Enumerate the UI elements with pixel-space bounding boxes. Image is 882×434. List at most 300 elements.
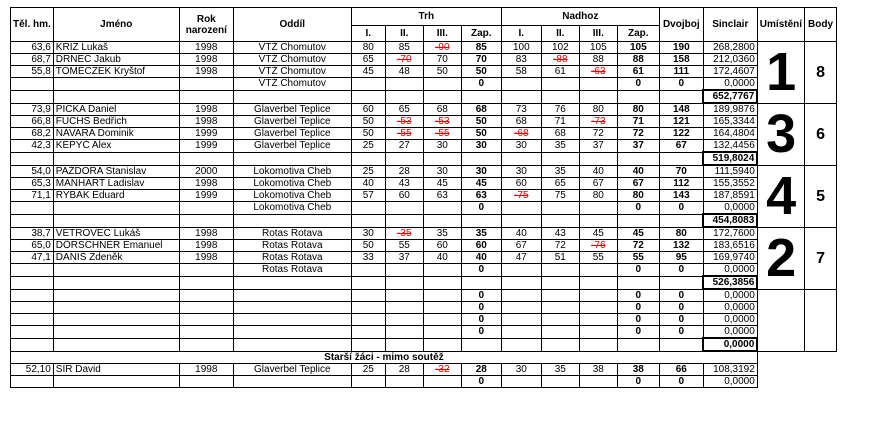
clean-attempt-3: 67 xyxy=(579,178,617,190)
empty-cell xyxy=(757,364,836,376)
clean-attempt-3: -63 xyxy=(579,66,617,78)
total-result: 70 xyxy=(659,165,703,178)
empty-cell xyxy=(53,214,179,227)
team-total-sinclair: 519,8024 xyxy=(703,152,757,165)
snatch-attempt-1: 25 xyxy=(351,140,385,153)
birth-year-cell xyxy=(179,376,233,388)
body-weight-cell: 47,1 xyxy=(11,252,54,264)
empty-cell xyxy=(351,214,385,227)
snatch-attempt-2 xyxy=(385,264,423,277)
header-clean-zap: Zap. xyxy=(617,26,659,42)
clean-attempt-2 xyxy=(541,202,579,215)
snatch-attempt-3: -53 xyxy=(423,116,461,128)
sinclair-cell: 0,0000 xyxy=(703,264,757,277)
table-row xyxy=(11,54,837,66)
header-points: Body xyxy=(805,8,837,42)
snatch-attempt-1: 33 xyxy=(351,252,385,264)
empty-cell xyxy=(179,90,233,103)
clean-attempt-1: 68 xyxy=(501,116,541,128)
clean-result: 72 xyxy=(617,128,659,140)
empty-cell xyxy=(233,338,351,351)
clean-attempt-1 xyxy=(501,78,541,91)
clean-result: 71 xyxy=(617,116,659,128)
team-total-row xyxy=(11,338,837,351)
clean-result: 0 xyxy=(617,314,659,326)
clean-attempt-3: 80 xyxy=(579,190,617,202)
snatch-attempt-1: 25 xyxy=(351,165,385,178)
snatch-attempt-2: 37 xyxy=(385,252,423,264)
clean-attempt-2 xyxy=(541,302,579,314)
athlete-name-cell xyxy=(53,314,179,326)
sinclair-cell: 0,0000 xyxy=(703,326,757,339)
empty-cell xyxy=(617,338,659,351)
body-weight-cell xyxy=(11,78,54,91)
body-weight-cell: 42,3 xyxy=(11,140,54,153)
empty-cell xyxy=(617,214,659,227)
table-row xyxy=(11,116,837,128)
empty-cell xyxy=(179,152,233,165)
snatch-result: 50 xyxy=(461,128,501,140)
total-result: 111 xyxy=(659,66,703,78)
total-result: 0 xyxy=(659,264,703,277)
total-result: 0 xyxy=(659,376,703,388)
club-cell xyxy=(233,326,351,339)
snatch-result: 85 xyxy=(461,42,501,54)
header-clean-1: I. xyxy=(501,26,541,42)
table-row xyxy=(11,42,837,54)
clean-attempt-3: 72 xyxy=(579,128,617,140)
empty-cell xyxy=(11,152,54,165)
snatch-result: 50 xyxy=(461,116,501,128)
empty-cell xyxy=(659,214,703,227)
clean-attempt-2: 35 xyxy=(541,364,579,376)
snatch-attempt-3: 45 xyxy=(423,178,461,190)
empty-cell xyxy=(233,90,351,103)
club-cell: VTŽ Chomutov xyxy=(233,66,351,78)
total-result: 122 xyxy=(659,128,703,140)
snatch-attempt-2: 48 xyxy=(385,66,423,78)
athlete-name-cell xyxy=(53,78,179,91)
clean-attempt-2: 71 xyxy=(541,116,579,128)
club-cell: Lokomotiva Cheb xyxy=(233,190,351,202)
empty-cell xyxy=(579,276,617,289)
snatch-attempt-2 xyxy=(385,376,423,388)
sinclair-cell: 169,9740 xyxy=(703,252,757,264)
clean-attempt-3 xyxy=(579,326,617,339)
clean-attempt-1: 73 xyxy=(501,103,541,116)
snatch-attempt-2: 60 xyxy=(385,190,423,202)
snatch-attempt-2: 85 xyxy=(385,42,423,54)
snatch-attempt-2 xyxy=(385,289,423,302)
clean-result: 80 xyxy=(617,190,659,202)
table-row xyxy=(11,140,837,153)
athlete-name-cell xyxy=(53,326,179,339)
snatch-attempt-2: 28 xyxy=(385,364,423,376)
clean-attempt-1: 30 xyxy=(501,364,541,376)
body-weight-cell xyxy=(11,302,54,314)
snatch-attempt-1: 50 xyxy=(351,116,385,128)
birth-year-cell: 1998 xyxy=(179,54,233,66)
snatch-attempt-2 xyxy=(385,202,423,215)
snatch-attempt-2: 43 xyxy=(385,178,423,190)
table-row xyxy=(11,364,837,376)
club-cell: Rotas Rotava xyxy=(233,227,351,240)
section-title-row xyxy=(11,351,837,364)
birth-year-cell: 1998 xyxy=(179,364,233,376)
clean-attempt-1: 30 xyxy=(501,140,541,153)
snatch-result: 0 xyxy=(461,78,501,91)
snatch-attempt-2: -70 xyxy=(385,54,423,66)
clean-attempt-1: 30 xyxy=(501,165,541,178)
athlete-name-cell: DÖRSCHNER Emanuel xyxy=(53,240,179,252)
clean-result: 0 xyxy=(617,376,659,388)
athlete-name-cell: PAŽDORA Stanislav xyxy=(53,165,179,178)
snatch-attempt-1: 25 xyxy=(351,364,385,376)
empty-cell xyxy=(501,276,541,289)
sinclair-cell: 0,0000 xyxy=(703,202,757,215)
snatch-attempt-3: 40 xyxy=(423,252,461,264)
clean-result: 55 xyxy=(617,252,659,264)
sinclair-cell: 108,3192 xyxy=(703,364,757,376)
snatch-attempt-3: 68 xyxy=(423,103,461,116)
snatch-attempt-1: 40 xyxy=(351,178,385,190)
total-result: 0 xyxy=(659,314,703,326)
snatch-result: 60 xyxy=(461,240,501,252)
snatch-attempt-1: 57 xyxy=(351,190,385,202)
clean-attempt-1: 40 xyxy=(501,227,541,240)
empty-cell xyxy=(579,338,617,351)
clean-attempt-2 xyxy=(541,264,579,277)
clean-attempt-3 xyxy=(579,202,617,215)
total-result: 80 xyxy=(659,227,703,240)
clean-attempt-3: 55 xyxy=(579,252,617,264)
header-clean-3: III. xyxy=(579,26,617,42)
sinclair-cell: 189,9876 xyxy=(703,103,757,116)
sinclair-cell: 0,0000 xyxy=(703,302,757,314)
snatch-result: 68 xyxy=(461,103,501,116)
clean-attempt-1: -68 xyxy=(501,128,541,140)
total-result: 190 xyxy=(659,42,703,54)
birth-year-cell: 1998 xyxy=(179,103,233,116)
header-snatch-3: III. xyxy=(423,26,461,42)
empty-cell xyxy=(385,338,423,351)
clean-result: 0 xyxy=(617,202,659,215)
athlete-name-cell: KRIZ Lukaš xyxy=(53,42,179,54)
clean-attempt-1 xyxy=(501,314,541,326)
body-weight-cell xyxy=(11,202,54,215)
athlete-name-cell: TOMECZEK Kryštof xyxy=(53,66,179,78)
header-sinclair: Sinclair xyxy=(703,8,757,42)
clean-attempt-2: 102 xyxy=(541,42,579,54)
snatch-result: 0 xyxy=(461,202,501,215)
empty-cell xyxy=(233,276,351,289)
team-total-sinclair: 652,7767 xyxy=(703,90,757,103)
snatch-result: 70 xyxy=(461,54,501,66)
clean-result: 88 xyxy=(617,54,659,66)
clean-attempt-3 xyxy=(579,78,617,91)
clean-attempt-2 xyxy=(541,314,579,326)
header-club: Oddíl xyxy=(233,8,351,42)
clean-attempt-1 xyxy=(501,302,541,314)
total-result: 158 xyxy=(659,54,703,66)
empty-cell xyxy=(53,90,179,103)
empty-cell xyxy=(541,152,579,165)
empty-cell xyxy=(659,90,703,103)
team-total-row xyxy=(11,276,837,289)
empty-cell xyxy=(53,152,179,165)
birth-year-cell: 1998 xyxy=(179,178,233,190)
clean-attempt-1: -75 xyxy=(501,190,541,202)
birth-year-cell: 1998 xyxy=(179,42,233,54)
empty-cell xyxy=(351,338,385,351)
empty-cell xyxy=(11,214,54,227)
empty-cell xyxy=(501,214,541,227)
empty-cell xyxy=(659,338,703,351)
clean-attempt-2: 75 xyxy=(541,190,579,202)
snatch-attempt-2: 55 xyxy=(385,240,423,252)
snatch-attempt-3: 30 xyxy=(423,165,461,178)
snatch-attempt-1 xyxy=(351,302,385,314)
snatch-result: 0 xyxy=(461,289,501,302)
birth-year-cell: 1998 xyxy=(179,116,233,128)
birth-year-cell: 1999 xyxy=(179,128,233,140)
snatch-attempt-1 xyxy=(351,326,385,339)
body-weight-cell xyxy=(11,289,54,302)
snatch-attempt-3: 70 xyxy=(423,54,461,66)
snatch-attempt-1: 60 xyxy=(351,103,385,116)
clean-result: 61 xyxy=(617,66,659,78)
sinclair-cell: 183,6516 xyxy=(703,240,757,252)
clean-attempt-3 xyxy=(579,289,617,302)
empty-cell xyxy=(501,152,541,165)
body-weight-cell: 71,1 xyxy=(11,190,54,202)
clean-attempt-1 xyxy=(501,289,541,302)
athlete-name-cell: DANIŠ Zdeněk xyxy=(53,252,179,264)
empty-cell xyxy=(423,338,461,351)
body-weight-cell: 73,9 xyxy=(11,103,54,116)
total-result: 112 xyxy=(659,178,703,190)
birth-year-cell: 2000 xyxy=(179,165,233,178)
snatch-attempt-3 xyxy=(423,302,461,314)
clean-attempt-2 xyxy=(541,326,579,339)
empty-cell xyxy=(179,276,233,289)
table-row xyxy=(11,326,837,339)
team-total-sinclair: 526,3856 xyxy=(703,276,757,289)
header-snatch-zap: Zap. xyxy=(461,26,501,42)
total-result: 0 xyxy=(659,326,703,339)
clean-attempt-3 xyxy=(579,376,617,388)
snatch-attempt-3 xyxy=(423,78,461,91)
team-place xyxy=(757,289,804,351)
clean-attempt-1: 47 xyxy=(501,252,541,264)
club-cell: Lokomotiva Cheb xyxy=(233,178,351,190)
clean-result: 0 xyxy=(617,302,659,314)
club-cell xyxy=(233,302,351,314)
snatch-result: 45 xyxy=(461,178,501,190)
birth-year-cell xyxy=(179,314,233,326)
empty-cell xyxy=(423,90,461,103)
clean-attempt-2: 76 xyxy=(541,103,579,116)
sinclair-cell: 165,3344 xyxy=(703,116,757,128)
athlete-name-cell xyxy=(53,264,179,277)
empty-cell xyxy=(351,152,385,165)
snatch-attempt-1: 50 xyxy=(351,128,385,140)
snatch-attempt-2 xyxy=(385,314,423,326)
athlete-name-cell xyxy=(53,302,179,314)
sinclair-cell: 187,8591 xyxy=(703,190,757,202)
empty-cell xyxy=(541,90,579,103)
clean-attempt-2: 35 xyxy=(541,165,579,178)
snatch-attempt-3: 30 xyxy=(423,140,461,153)
athlete-name-cell xyxy=(53,202,179,215)
snatch-attempt-3: 63 xyxy=(423,190,461,202)
empty-cell xyxy=(757,351,836,364)
body-weight-cell: 65,3 xyxy=(11,178,54,190)
snatch-attempt-1: 80 xyxy=(351,42,385,54)
club-cell: Rotas Rotava xyxy=(233,252,351,264)
clean-attempt-2 xyxy=(541,289,579,302)
body-weight-cell xyxy=(11,314,54,326)
empty-cell xyxy=(385,90,423,103)
clean-attempt-2: 51 xyxy=(541,252,579,264)
empty-cell xyxy=(501,90,541,103)
total-result: 67 xyxy=(659,140,703,153)
clean-attempt-2: -88 xyxy=(541,54,579,66)
sinclair-cell: 0,0000 xyxy=(703,289,757,302)
clean-attempt-3: -73 xyxy=(579,116,617,128)
snatch-result: 50 xyxy=(461,66,501,78)
snatch-attempt-1 xyxy=(351,289,385,302)
club-cell: Glaverbel Teplice xyxy=(233,103,351,116)
empty-cell xyxy=(385,152,423,165)
club-cell xyxy=(233,289,351,302)
birth-year-cell: 1999 xyxy=(179,140,233,153)
clean-result: 72 xyxy=(617,240,659,252)
total-result: 132 xyxy=(659,240,703,252)
team-total-sinclair: 454,8083 xyxy=(703,214,757,227)
clean-attempt-3: 88 xyxy=(579,54,617,66)
clean-attempt-1 xyxy=(501,376,541,388)
clean-attempt-2: 68 xyxy=(541,128,579,140)
athlete-name-cell: DRNEC Jakub xyxy=(53,54,179,66)
snatch-attempt-3 xyxy=(423,202,461,215)
club-cell: Rotas Rotava xyxy=(233,264,351,277)
clean-attempt-3: 105 xyxy=(579,42,617,54)
birth-year-cell xyxy=(179,264,233,277)
club-cell: VTŽ Chomutov xyxy=(233,54,351,66)
clean-attempt-1 xyxy=(501,264,541,277)
snatch-result: 40 xyxy=(461,252,501,264)
snatch-attempt-2 xyxy=(385,326,423,339)
sinclair-cell: 164,4804 xyxy=(703,128,757,140)
total-result: 0 xyxy=(659,302,703,314)
empty-cell xyxy=(385,276,423,289)
club-cell: Lokomotiva Cheb xyxy=(233,165,351,178)
empty-cell xyxy=(11,276,54,289)
snatch-result: 0 xyxy=(461,326,501,339)
empty-cell xyxy=(757,376,836,388)
body-weight-cell: 68,7 xyxy=(11,54,54,66)
body-weight-cell: 55,8 xyxy=(11,66,54,78)
team-place: 3 xyxy=(757,103,804,165)
snatch-attempt-3: -55 xyxy=(423,128,461,140)
sinclair-cell: 132,4456 xyxy=(703,140,757,153)
table-row xyxy=(11,202,837,215)
snatch-attempt-1: 45 xyxy=(351,66,385,78)
club-cell: VTŽ Chomutov xyxy=(233,42,351,54)
empty-cell xyxy=(579,214,617,227)
body-weight-cell: 63,6 xyxy=(11,42,54,54)
clean-result: 40 xyxy=(617,165,659,178)
snatch-attempt-1 xyxy=(351,376,385,388)
club-cell xyxy=(233,376,351,388)
table-row xyxy=(11,252,837,264)
snatch-attempt-2: -55 xyxy=(385,128,423,140)
table-row xyxy=(11,240,837,252)
empty-cell xyxy=(579,90,617,103)
sinclair-cell: 111,5940 xyxy=(703,165,757,178)
snatch-attempt-2: 28 xyxy=(385,165,423,178)
clean-attempt-3: 40 xyxy=(579,165,617,178)
snatch-result: 30 xyxy=(461,165,501,178)
empty-cell xyxy=(579,152,617,165)
table-row xyxy=(11,376,837,388)
snatch-result: 0 xyxy=(461,264,501,277)
empty-cell xyxy=(179,214,233,227)
empty-cell xyxy=(461,338,501,351)
section-title: Starší žáci - mimo soutěž xyxy=(11,351,758,364)
table-row xyxy=(11,78,837,91)
clean-attempt-2: 43 xyxy=(541,227,579,240)
clean-result: 105 xyxy=(617,42,659,54)
athlete-name-cell: RYBAK Eduard xyxy=(53,190,179,202)
birth-year-cell: 1998 xyxy=(179,227,233,240)
team-place: 1 xyxy=(757,42,804,104)
header-snatch: Trh xyxy=(351,8,501,26)
clean-attempt-3: 45 xyxy=(579,227,617,240)
clean-attempt-2: 35 xyxy=(541,140,579,153)
table-row xyxy=(11,264,837,277)
sinclair-cell: 172,4607 xyxy=(703,66,757,78)
team-total-sinclair: 0,0000 xyxy=(703,338,757,351)
clean-result: 37 xyxy=(617,140,659,153)
empty-cell xyxy=(541,338,579,351)
total-result: 143 xyxy=(659,190,703,202)
snatch-attempt-3: -90 xyxy=(423,42,461,54)
clean-result: 80 xyxy=(617,103,659,116)
snatch-result: 63 xyxy=(461,190,501,202)
empty-cell xyxy=(351,276,385,289)
empty-cell xyxy=(617,276,659,289)
snatch-attempt-1 xyxy=(351,264,385,277)
birth-year-cell xyxy=(179,302,233,314)
empty-cell xyxy=(461,214,501,227)
club-cell: Glaverbel Teplice xyxy=(233,364,351,376)
snatch-attempt-3: -32 xyxy=(423,364,461,376)
body-weight-cell: 38,7 xyxy=(11,227,54,240)
clean-attempt-1: 67 xyxy=(501,240,541,252)
snatch-attempt-3: 60 xyxy=(423,240,461,252)
team-points: 6 xyxy=(805,103,837,165)
body-weight-cell xyxy=(11,264,54,277)
total-result: 0 xyxy=(659,78,703,91)
club-cell: Lokomotiva Cheb xyxy=(233,202,351,215)
empty-cell xyxy=(461,276,501,289)
header-name: Jméno xyxy=(53,8,179,42)
empty-cell xyxy=(617,152,659,165)
empty-cell xyxy=(423,152,461,165)
athlete-name-cell: FUCHS Bedřich xyxy=(53,116,179,128)
